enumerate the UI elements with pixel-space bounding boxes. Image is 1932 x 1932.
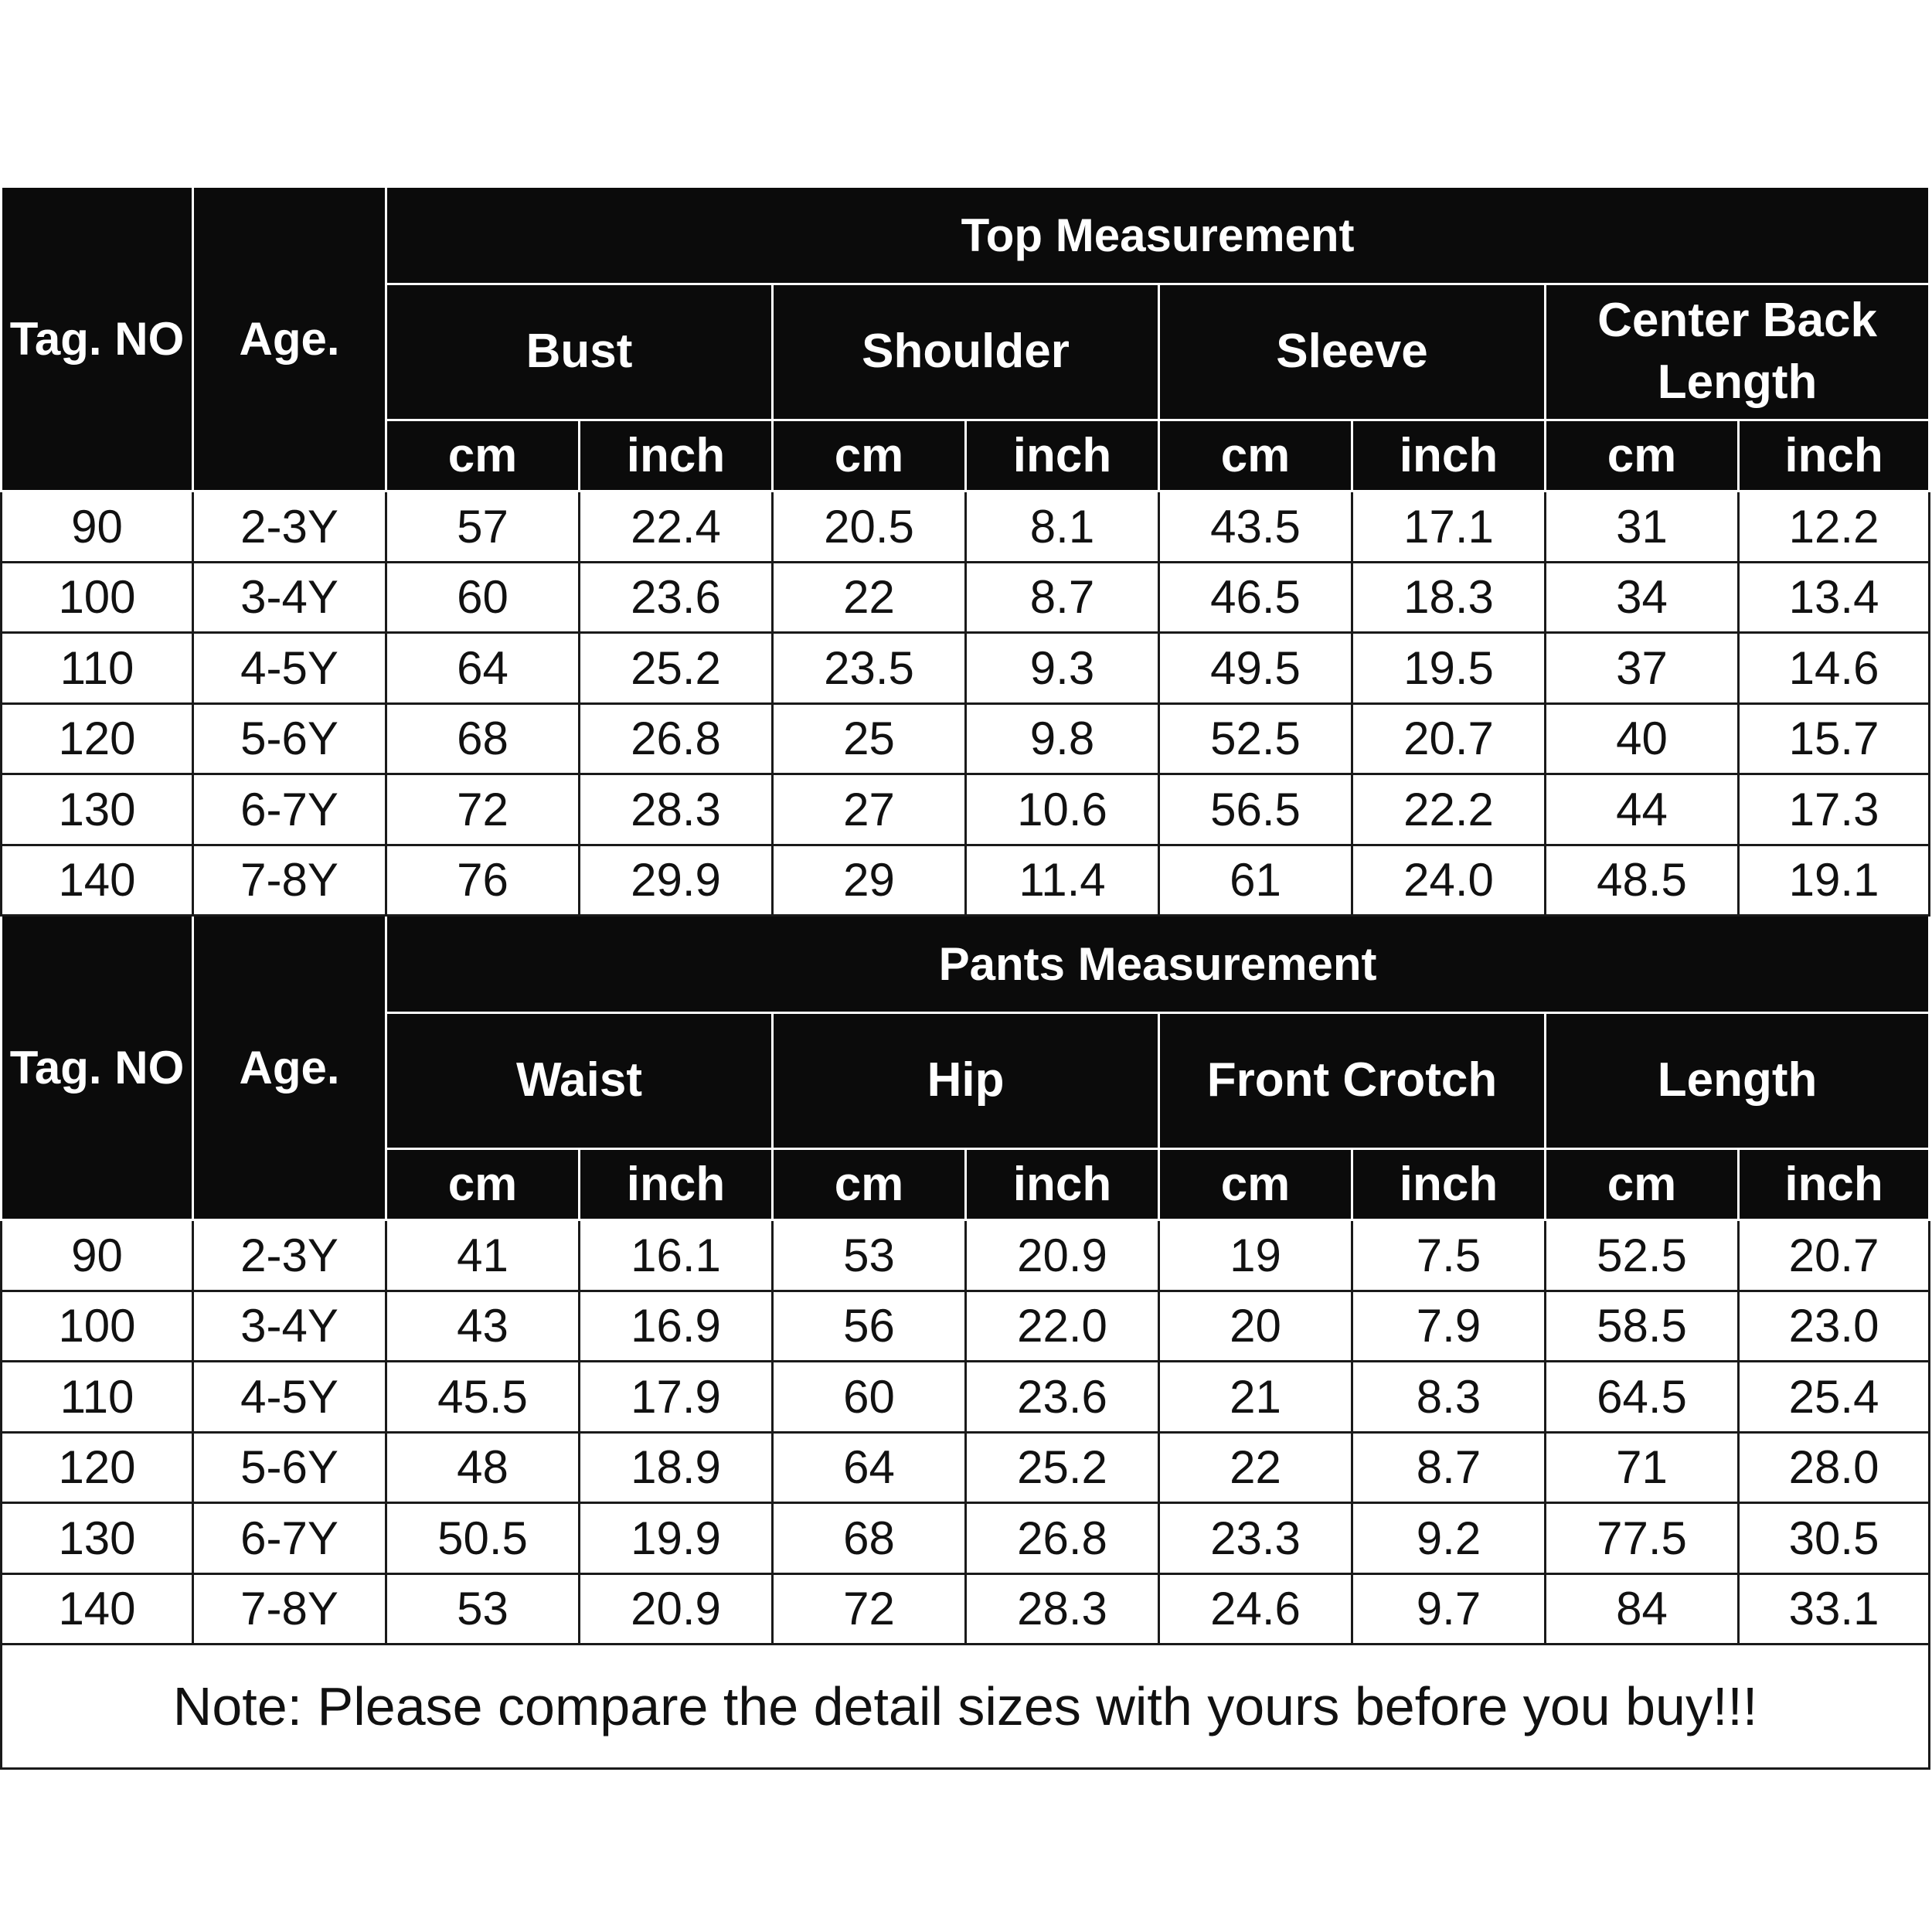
pants-value-cell: 53 [386,1573,580,1644]
top-value-cell: 23.6 [580,562,773,632]
pants-value-cell: 20.7 [1739,1220,1930,1291]
top-value-cell: 61 [1159,845,1352,915]
pants-tag-cell: 90 [2,1220,193,1291]
pants-value-cell: 64.5 [1546,1362,1739,1432]
pants-value-cell: 23.3 [1159,1503,1352,1573]
top-unit-cm: cm [1546,420,1739,491]
pants-unit-cm: cm [773,1148,966,1219]
top-value-cell: 46.5 [1159,562,1352,632]
top-value-cell: 9.3 [966,633,1159,703]
pants-unit-inch: inch [1739,1148,1930,1219]
pants-tag-cell: 130 [2,1503,193,1573]
top-value-cell: 29 [773,845,966,915]
top-sleeve-header: Sleeve [1159,284,1546,420]
top-unit-cm: cm [1159,420,1352,491]
top-bust-header: Bust [386,284,773,420]
size-chart-table [0,185,1930,1770]
pants-waist-header: Waist [386,1012,773,1148]
top-unit-inch: inch [580,420,773,491]
pants-length-header: Length [1546,1012,1930,1148]
pants-value-cell: 28.0 [1739,1432,1930,1502]
pants-age-header: Age. [193,916,386,1220]
top-value-cell: 34 [1546,562,1739,632]
top-value-cell: 56.5 [1159,774,1352,845]
table-row [2,492,1930,562]
top-age-cell: 2-3Y [193,492,386,562]
pants-unit-inch: inch [966,1148,1159,1219]
pants-value-cell: 7.9 [1352,1291,1546,1361]
pants-value-cell: 21 [1159,1362,1352,1432]
top-value-cell: 12.2 [1739,492,1930,562]
top-value-cell: 11.4 [966,845,1159,915]
pants-value-cell: 23.6 [966,1362,1159,1432]
top-value-cell: 19.5 [1352,633,1546,703]
pants-value-cell: 53 [773,1220,966,1291]
pants-hip-header: Hip [773,1012,1159,1148]
top-value-cell: 29.9 [580,845,773,915]
size-chart-body [2,187,1930,1769]
top-value-cell: 22 [773,562,966,632]
top-title-row [2,187,1930,284]
top-age-cell: 3-4Y [193,562,386,632]
top-value-cell: 52.5 [1159,703,1352,774]
pants-value-cell: 19.9 [580,1503,773,1573]
top-value-cell: 64 [386,633,580,703]
top-tag-no-header: Tag. NO [2,187,193,492]
pants-unit-cm: cm [1546,1148,1739,1219]
pants-value-cell: 24.6 [1159,1573,1352,1644]
pants-tag-no-header: Tag. NO [2,916,193,1220]
top-value-cell: 37 [1546,633,1739,703]
pants-value-cell: 45.5 [386,1362,580,1432]
pants-title-row [2,916,1930,1013]
pants-value-cell: 16.1 [580,1220,773,1291]
pants-value-cell: 25.4 [1739,1362,1930,1432]
pants-value-cell: 17.9 [580,1362,773,1432]
top-value-cell: 72 [386,774,580,845]
pants-value-cell: 50.5 [386,1503,580,1573]
top-value-cell: 68 [386,703,580,774]
pants-unit-inch: inch [1352,1148,1546,1219]
top-value-cell: 27 [773,774,966,845]
top-value-cell: 13.4 [1739,562,1930,632]
top-tag-cell: 120 [2,703,193,774]
top-unit-cm: cm [773,420,966,491]
top-value-cell: 20.5 [773,492,966,562]
top-age-header: Age. [193,187,386,492]
pants-tag-cell: 100 [2,1291,193,1361]
pants-front-crotch-header: Front Crotch [1159,1012,1546,1148]
pants-age-cell: 2-3Y [193,1220,386,1291]
pants-value-cell: 68 [773,1503,966,1573]
top-unit-cm: cm [386,420,580,491]
top-value-cell: 60 [386,562,580,632]
top-value-cell: 23.5 [773,633,966,703]
table-row [2,1362,1930,1432]
pants-age-cell: 7-8Y [193,1573,386,1644]
pants-value-cell: 84 [1546,1573,1739,1644]
top-age-cell: 4-5Y [193,633,386,703]
pants-value-cell: 28.3 [966,1573,1159,1644]
top-value-cell: 17.3 [1739,774,1930,845]
top-unit-inch: inch [966,420,1159,491]
top-unit-inch: inch [1739,420,1930,491]
note-text: Note: Please compare the detail sizes with yours before you buy!!! [2,1645,1930,1769]
pants-value-cell: 30.5 [1739,1503,1930,1573]
top-value-cell: 24.0 [1352,845,1546,915]
pants-age-cell: 4-5Y [193,1362,386,1432]
pants-age-cell: 5-6Y [193,1432,386,1502]
pants-value-cell: 8.7 [1352,1432,1546,1502]
pants-value-cell: 52.5 [1546,1220,1739,1291]
table-row [2,703,1930,774]
top-value-cell: 76 [386,845,580,915]
top-value-cell: 14.6 [1739,633,1930,703]
top-value-cell: 28.3 [580,774,773,845]
top-age-cell: 6-7Y [193,774,386,845]
pants-value-cell: 19 [1159,1220,1352,1291]
top-value-cell: 43.5 [1159,492,1352,562]
table-row [2,1220,1930,1291]
pants-value-cell: 48 [386,1432,580,1502]
top-value-cell: 40 [1546,703,1739,774]
pants-value-cell: 16.9 [580,1291,773,1361]
pants-value-cell: 25.2 [966,1432,1159,1502]
pants-unit-inch: inch [580,1148,773,1219]
pants-value-cell: 8.3 [1352,1362,1546,1432]
top-shoulder-header: Shoulder [773,284,1159,420]
pants-age-cell: 6-7Y [193,1503,386,1573]
pants-unit-cm: cm [386,1148,580,1219]
pants-value-cell: 33.1 [1739,1573,1930,1644]
top-tag-cell: 130 [2,774,193,845]
top-tag-cell: 140 [2,845,193,915]
pants-value-cell: 64 [773,1432,966,1502]
top-value-cell: 57 [386,492,580,562]
pants-value-cell: 9.2 [1352,1503,1546,1573]
top-value-cell: 20.7 [1352,703,1546,774]
top-value-cell: 44 [1546,774,1739,845]
top-section-title: Top Measurement [386,187,1930,284]
top-unit-inch: inch [1352,420,1546,491]
pants-value-cell: 20.9 [580,1573,773,1644]
pants-value-cell: 22 [1159,1432,1352,1502]
top-value-cell: 49.5 [1159,633,1352,703]
top-value-cell: 8.7 [966,562,1159,632]
pants-value-cell: 77.5 [1546,1503,1739,1573]
pants-value-cell: 20 [1159,1291,1352,1361]
pants-value-cell: 71 [1546,1432,1739,1502]
table-row [2,633,1930,703]
top-tag-cell: 90 [2,492,193,562]
table-row [2,1503,1930,1573]
top-value-cell: 19.1 [1739,845,1930,915]
top-value-cell: 8.1 [966,492,1159,562]
pants-tag-cell: 140 [2,1573,193,1644]
pants-value-cell: 7.5 [1352,1220,1546,1291]
pants-value-cell: 58.5 [1546,1291,1739,1361]
top-value-cell: 25.2 [580,633,773,703]
pants-tag-cell: 120 [2,1432,193,1502]
note-row [2,1645,1930,1769]
pants-value-cell: 22.0 [966,1291,1159,1361]
table-row [2,774,1930,845]
pants-value-cell: 23.0 [1739,1291,1930,1361]
table-row [2,1291,1930,1361]
top-tag-cell: 110 [2,633,193,703]
pants-value-cell: 20.9 [966,1220,1159,1291]
top-value-cell: 31 [1546,492,1739,562]
pants-section-title: Pants Measurement [386,916,1930,1013]
table-row [2,562,1930,632]
top-value-cell: 18.3 [1352,562,1546,632]
pants-age-cell: 3-4Y [193,1291,386,1361]
table-row [2,1573,1930,1644]
pants-value-cell: 41 [386,1220,580,1291]
top-age-cell: 5-6Y [193,703,386,774]
top-value-cell: 26.8 [580,703,773,774]
pants-value-cell: 18.9 [580,1432,773,1502]
pants-value-cell: 9.7 [1352,1573,1546,1644]
top-center-back-length-header: Center Back Length [1546,284,1930,420]
table-row [2,845,1930,915]
top-value-cell: 48.5 [1546,845,1739,915]
pants-unit-cm: cm [1159,1148,1352,1219]
pants-tag-cell: 110 [2,1362,193,1432]
top-value-cell: 10.6 [966,774,1159,845]
pants-value-cell: 56 [773,1291,966,1361]
top-value-cell: 15.7 [1739,703,1930,774]
table-row [2,1432,1930,1502]
pants-value-cell: 26.8 [966,1503,1159,1573]
top-value-cell: 9.8 [966,703,1159,774]
top-value-cell: 25 [773,703,966,774]
top-value-cell: 17.1 [1352,492,1546,562]
pants-value-cell: 43 [386,1291,580,1361]
top-value-cell: 22.4 [580,492,773,562]
top-value-cell: 22.2 [1352,774,1546,845]
top-age-cell: 7-8Y [193,845,386,915]
pants-value-cell: 72 [773,1573,966,1644]
top-tag-cell: 100 [2,562,193,632]
pants-value-cell: 60 [773,1362,966,1432]
